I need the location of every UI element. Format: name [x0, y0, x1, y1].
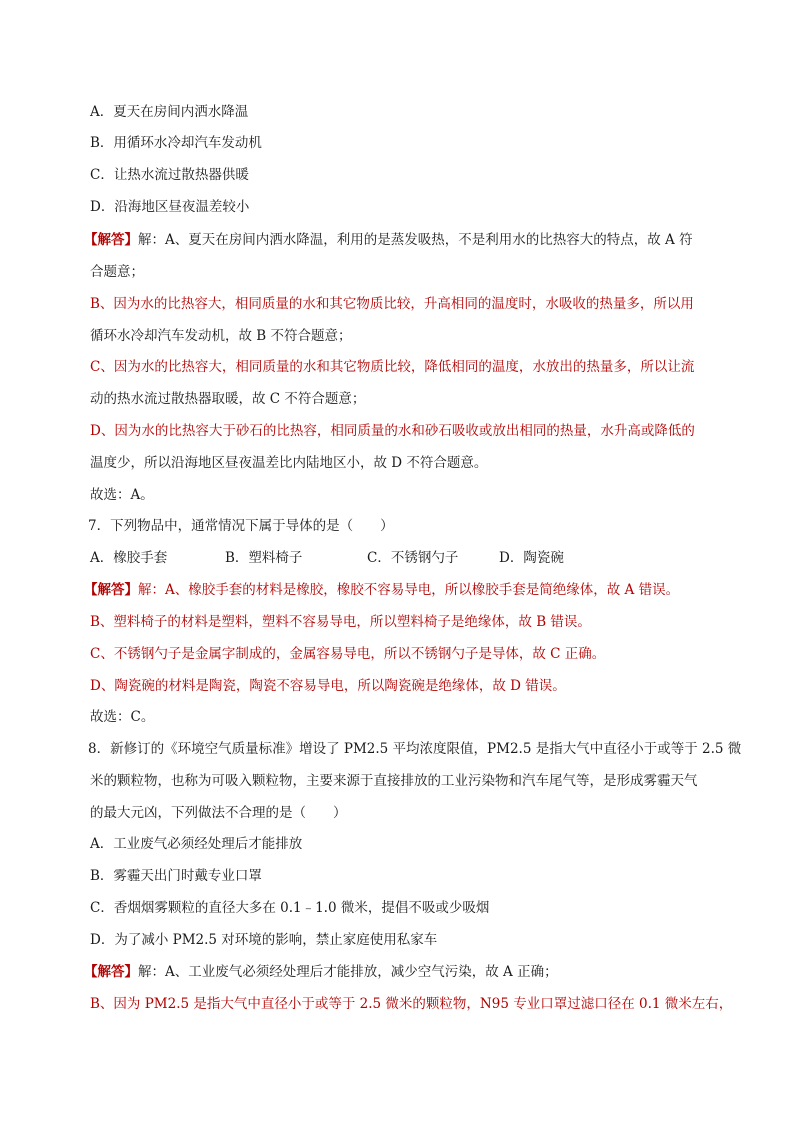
q6-option-b: B．用循环水冷却汽车发动机: [90, 135, 262, 151]
q6-answer-first-line: [84, 230, 693, 250]
q8-option-a: A．工业废气必须经处理后才能排放: [90, 836, 303, 852]
q7-options: [90, 548, 564, 568]
q7-answer-first-line: [84, 580, 679, 600]
q6-answer-text-0: 解：A、夏天在房间内洒水降温，利用的是蒸发吸热，不是利用水的比热容大的特点，故 A 符: [138, 232, 693, 248]
q8-stem-line-2: 的最大元凶，下列做法不合理的是（ ）: [90, 805, 347, 821]
q6-answer-line-5: 动的热水流过散热器取暖，故 C 不符合题意；: [90, 391, 366, 407]
q8-answer-label: 【解答】: [84, 964, 138, 980]
q8-option-c: C．香烟烟雾颗粒的直径大多在 0.1﹣1.0 微米，提倡不吸或少吸烟: [90, 900, 490, 916]
q6-option-a: A．夏天在房间内洒水降温: [90, 104, 249, 120]
q6-answer-line-7: 温度少，所以沿海地区昼夜温差比内陆地区小，故 D 不符合题意。: [90, 455, 488, 471]
q6-option-d: D．沿海地区昼夜温差较小: [90, 199, 250, 215]
q7-choice: 故选：C。: [90, 709, 155, 725]
q7-stem: 7．下列物品中，通常情况下属于导体的是（ ）: [88, 518, 394, 534]
q6-answer-line-2: B、因为水的比热容大，相同质量的水和其它物质比较，升高相同的温度时，水吸收的热量多，所以用: [90, 296, 694, 312]
q6-answer-line-6: D、因为水的比热容大于砂石的比热容，相同质量的水和砂石吸收或放出相同的热量，水升高或降低的: [90, 423, 695, 439]
q7-answer-text-0: 解：A、橡胶手套的材料是橡胶，橡胶不容易导电，所以橡胶手套是简绝缘体，故 A 错误。: [138, 582, 680, 598]
q8-answer-first-line: [84, 962, 558, 982]
q8-answer-text-0: 解：A、工业废气必须经处理后才能排放，减少空气污染，故 A 正确；: [138, 964, 558, 980]
q6-option-c: C．让热水流过散热器供暖: [90, 167, 249, 183]
q7-option-b: B．塑料椅子: [225, 550, 303, 566]
q7-answer-line-3: D、陶瓷碗的材料是陶瓷，陶瓷不容易导电，所以陶瓷碗是绝缘体，故 D 错误。: [90, 678, 566, 694]
q7-answer-line-2: C、不锈钢勺子是金属字制成的，金属容易导电，所以不锈钢勺子是导体，故 C 正确。: [90, 646, 606, 662]
q6-answer-line-3: 循环水冷却汽车发动机，故 B 不符合题意；: [90, 328, 352, 344]
q8-stem-line-1: 米的颗粒物，也称为可吸入颗粒物，主要来源于直接排放的工业污染物和汽车尾气等，是形成雾霾天气: [90, 773, 698, 789]
q7-option-c: C．不锈钢勺子: [367, 550, 459, 566]
q8-answer-line-1: B、因为 PM2.5 是指大气中直径小于或等于 2.5 微米的颗粒物，N95 专业口罩过滤口径在 0.1 微米左右，: [90, 996, 733, 1012]
q7-answer-label: 【解答】: [84, 582, 138, 598]
q7-option-a: A．橡胶手套: [90, 550, 168, 566]
q7-option-d: D．陶瓷碗: [499, 550, 564, 566]
q6-answer-label: 【解答】: [84, 232, 138, 248]
q6-choice: 故选：A。: [90, 487, 154, 503]
q6-answer-line-1: 合题意；: [90, 264, 144, 280]
q7-answer-line-1: B、塑料椅子的材料是塑料，塑料不容易导电，所以塑料椅子是绝缘体，故 B 错误。: [90, 614, 591, 630]
q8-option-d: D．为了减小 PM2.5 对环境的影响，禁止家庭使用私家车: [90, 932, 438, 948]
q8-option-b: B．雾霾天出门时戴专业口罩: [90, 868, 262, 884]
q8-stem-line-0: 8．新修订的《环境空气质量标准》增设了 PM2.5 平均浓度限值，PM2.5 是指大气中直径小于或等于 2.5 微: [88, 741, 742, 757]
q6-answer-line-4: C、因为水的比热容大，相同质量的水和其它物质比较，降低相同的温度，水放出的热量多，所以让流: [90, 359, 695, 375]
